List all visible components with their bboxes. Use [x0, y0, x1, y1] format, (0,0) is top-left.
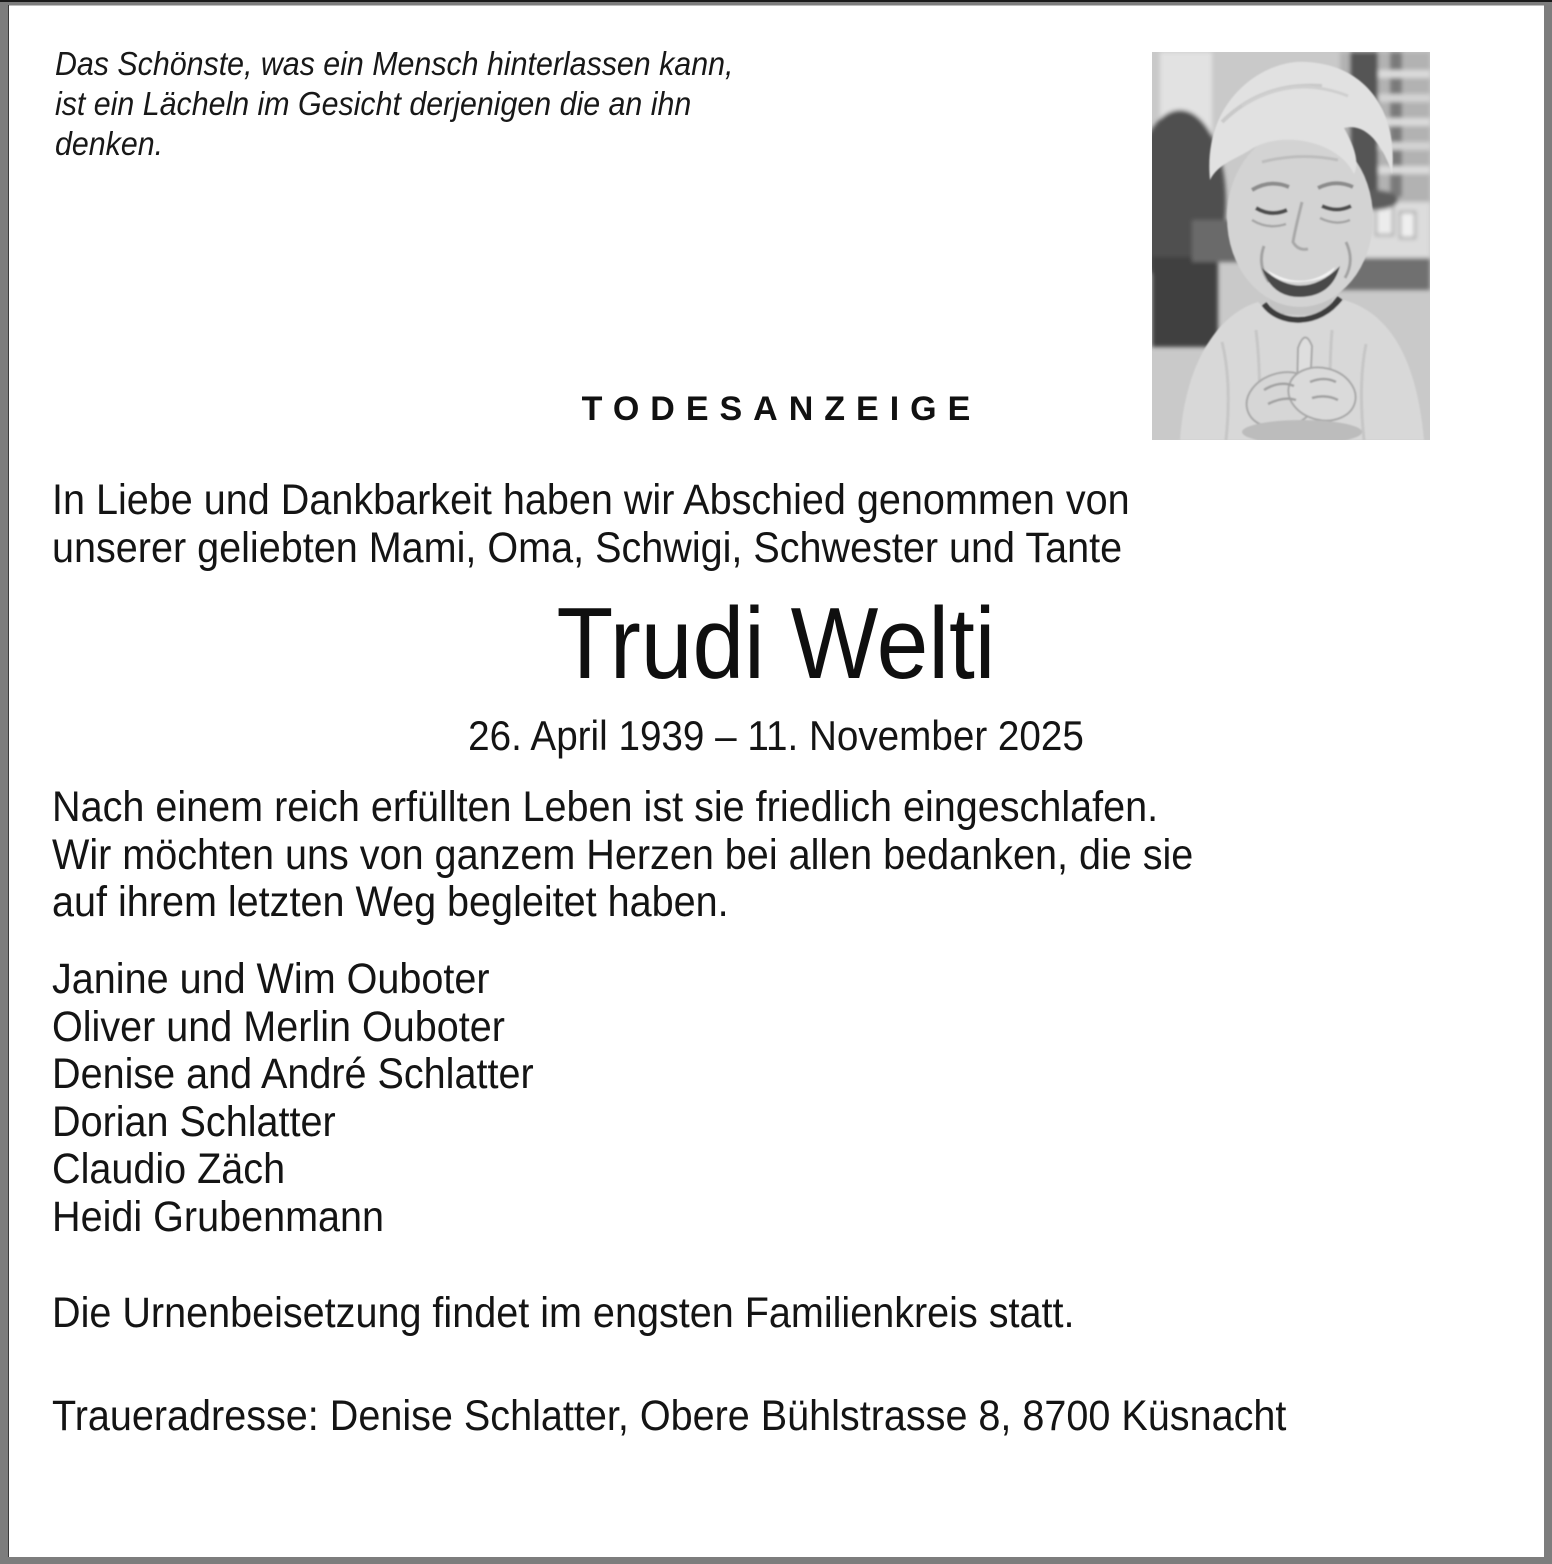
mourner-name: Janine und Wim Ouboter — [52, 955, 490, 1003]
farewell-line: Nach einem reich erfüllten Leben ist sie friedlich eingeschlafen. — [52, 783, 1159, 831]
mourner-name: Heidi Grubenmann — [52, 1192, 385, 1241]
heading-todesanzeige: TODESANZEIGE — [581, 390, 982, 428]
mourning-address: Traueradresse: Denise Schlatter, Obere Bühlstrasse 8, 8700 Küsnacht — [52, 1392, 1287, 1440]
farewell-line: Wir möchten uns von ganzem Herzen bei allen bedanken, die sie — [52, 830, 1194, 879]
mourner-name: Denise and André Schlatter — [52, 1050, 534, 1098]
intro-line: In Liebe und Dankbarkeit haben wir Abschied genommen von — [52, 476, 1130, 524]
mourner-name: Dorian Schlatter — [52, 1097, 336, 1146]
farewell-paragraph — [52, 784, 1193, 927]
mourner-name: Claudio Zäch — [52, 1145, 286, 1193]
epigraph-quote — [55, 44, 733, 164]
scan-top-edge — [0, 0, 1552, 2]
intro-paragraph — [52, 477, 1130, 572]
epigraph-line: Das Schönste, was ein Mensch hinterlassen kann, — [55, 45, 734, 82]
epigraph-line: ist ein Lächeln im Gesicht derjenigen die an ihn — [55, 85, 692, 122]
farewell-line: auf ihrem letzten Weg begleitet haben. — [52, 878, 729, 926]
deceased-name: Trudi Welti — [556, 588, 996, 700]
intro-line: unserer geliebten Mami, Oma, Schwigi, Schwester und Tante — [52, 523, 1123, 572]
portrait-photo — [1152, 52, 1430, 440]
mourners-list — [52, 956, 534, 1241]
epigraph-line: denken. — [55, 125, 164, 162]
mourner-name: Oliver und Merlin Ouboter — [52, 1002, 505, 1051]
burial-notice: Die Urnenbeisetzung findet im engsten Familienkreis statt. — [52, 1289, 1075, 1337]
life-dates: 26. April 1939 – 11. November 2025 — [468, 712, 1084, 759]
portrait-photo-illustration — [1152, 52, 1430, 440]
